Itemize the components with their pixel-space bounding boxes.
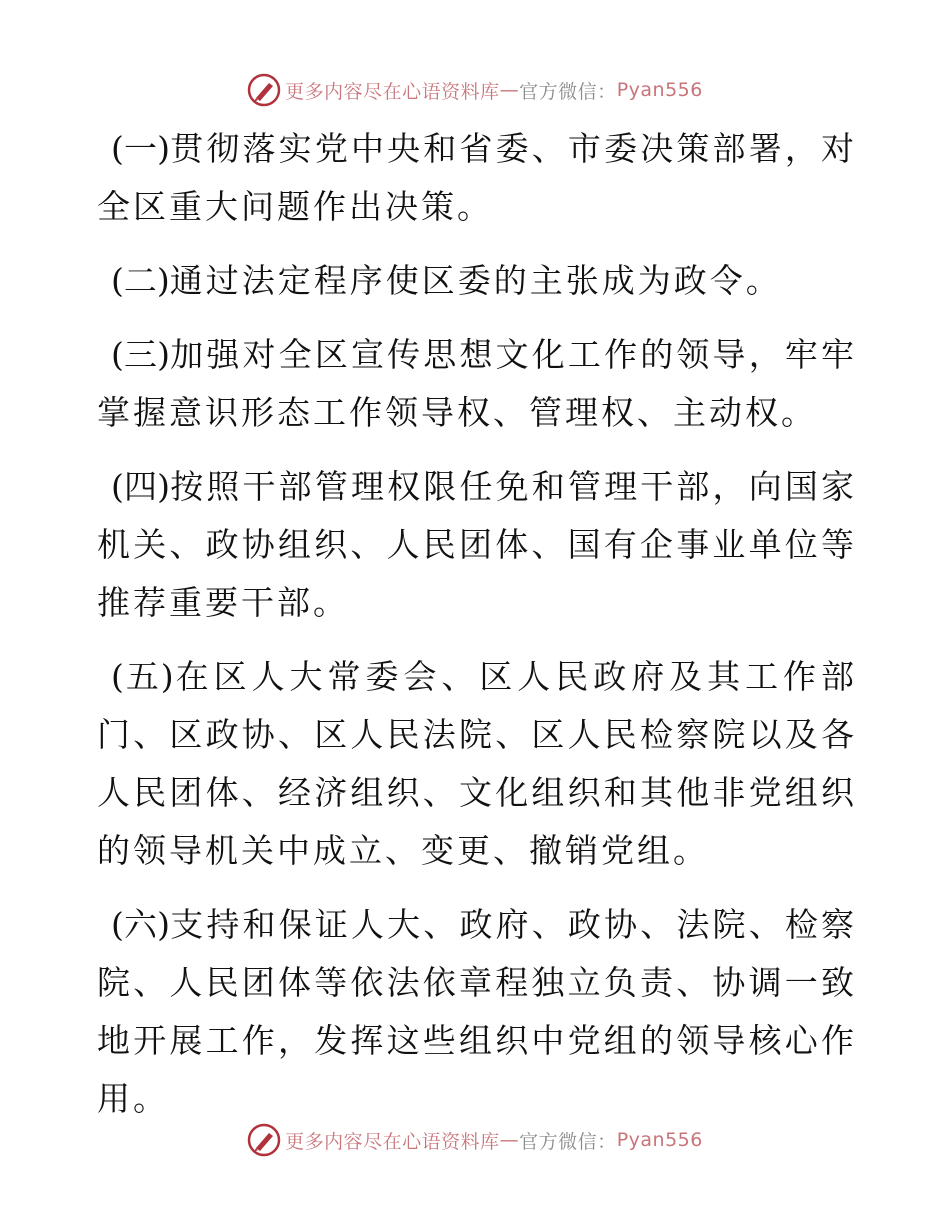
watermark-dash: — (499, 79, 520, 101)
watermark-primary-text: 更多内容尽在心语资料库 (285, 80, 500, 103)
watermark-secondary-text: 官方微信： (519, 1130, 617, 1153)
paragraph-text: 支持和保证人大、政府、政协、法院、检察院、人民团体等依法依章程独立负责、协调一致地开展工作，发挥这些组织中党组的领导核心作用。 (97, 905, 858, 1118)
paragraph-number: (三) (111, 335, 171, 374)
watermark-wechat-id: Pyan556 (616, 1129, 703, 1151)
paragraph-4 (97, 458, 857, 632)
paragraph-number: (六) (111, 905, 171, 944)
paragraph-number: (五) (111, 657, 174, 696)
watermark-dash: — (499, 1129, 520, 1151)
document-body (97, 120, 857, 1144)
watermark-primary-text: 更多内容尽在心语资料库 (285, 1130, 500, 1153)
footer-watermark (0, 1120, 950, 1160)
paragraph-3 (97, 326, 857, 442)
pen-logo-icon (247, 73, 281, 107)
header-watermark (0, 70, 950, 110)
watermark-wechat-id: Pyan556 (616, 79, 703, 101)
paragraph-text: 加强对全区宣传思想文化工作的领导，牢牢掌握意识形态工作领导权、管理权、主动权。 (97, 335, 858, 432)
paragraph-number: (二) (111, 261, 170, 300)
paragraph-text: 通过法定程序使区委的主张成为政令。 (169, 261, 782, 300)
paragraph-number: (一) (111, 129, 171, 168)
pen-logo-icon (247, 1123, 281, 1157)
paragraph-text: 按照干部管理权限任免和管理干部，向国家机关、政协组织、人民团体、国有企事业单位等推荐重要干部。 (97, 467, 858, 622)
paragraph-text: 贯彻落实党中央和省委、市委决策部署，对全区重大问题作出决策。 (97, 129, 858, 226)
paragraph-text: 在区人大常委会、区人民政府及其工作部门、区政协、区人民法院、区人民检察院以及各人民团体、经济组织、文化组织和其他非党组织的领导机关中成立、变更、撤销党组。 (97, 657, 858, 870)
paragraph-1 (97, 120, 857, 236)
paragraph-2 (97, 252, 857, 310)
watermark-secondary-text: 官方微信： (519, 80, 617, 103)
paragraph-6 (97, 896, 857, 1128)
paragraph-number: (四) (111, 467, 171, 506)
paragraph-5 (97, 648, 857, 880)
